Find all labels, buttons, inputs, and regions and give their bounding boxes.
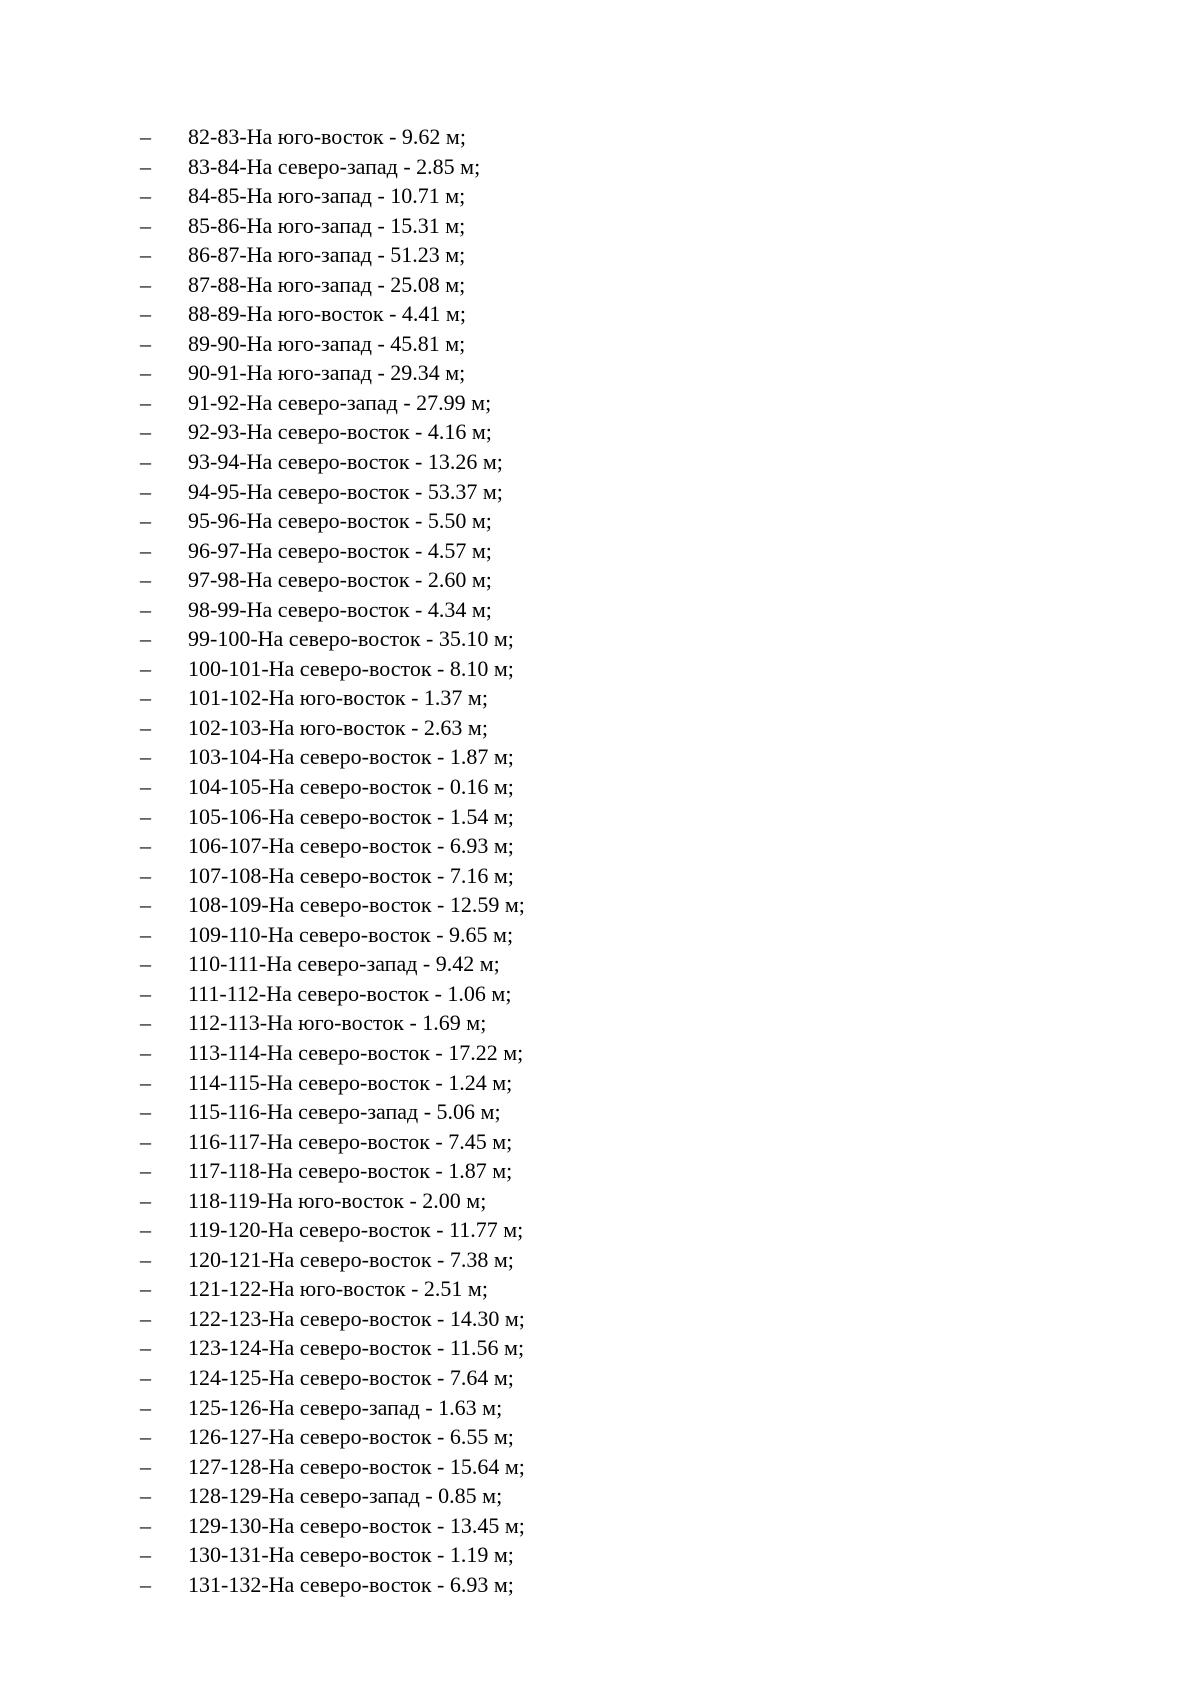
- bullet-dash: –: [140, 271, 151, 297]
- segment-text: 96-97-На северо-восток - 4.57 м;: [188, 537, 492, 563]
- bullet-dash: –: [140, 951, 151, 977]
- list-item: [140, 1452, 525, 1482]
- segment-text: 104-105-На северо-восток - 0.16 м;: [188, 774, 514, 800]
- bullet-dash: –: [140, 508, 151, 534]
- segment-text: 130-131-На северо-восток - 1.19 м;: [188, 1542, 514, 1568]
- list-item: [140, 802, 525, 832]
- list-item: [140, 624, 525, 654]
- segment-text: 122-123-На северо-восток - 14.30 м;: [188, 1305, 525, 1331]
- list-item: [140, 388, 525, 418]
- bullet-dash: –: [140, 921, 151, 947]
- list-item: [140, 595, 525, 625]
- segment-text: 127-128-На северо-восток - 15.64 м;: [188, 1453, 525, 1479]
- list-item: [140, 1097, 525, 1127]
- bullet-dash: –: [140, 1424, 151, 1450]
- bullet-dash: –: [140, 1246, 151, 1272]
- segment-text: 129-130-На северо-восток - 13.45 м;: [188, 1512, 525, 1538]
- bullet-dash: –: [140, 330, 151, 356]
- list-item: [140, 1393, 525, 1423]
- list-item: [140, 477, 525, 507]
- bullet-dash: –: [140, 833, 151, 859]
- bullet-dash: –: [140, 1542, 151, 1568]
- segment-text: 86-87-На юго-запад - 51.23 м;: [188, 242, 466, 268]
- segment-text: 118-119-На юго-восток - 2.00 м;: [188, 1187, 487, 1213]
- bullet-dash: –: [140, 1039, 151, 1065]
- bullet-dash: –: [140, 389, 151, 415]
- segment-text: 100-101-На северо-восток - 8.10 м;: [188, 655, 514, 681]
- segment-text: 114-115-На северо-восток - 1.24 м;: [188, 1069, 513, 1095]
- segment-text: 92-93-На северо-восток - 4.16 м;: [188, 419, 492, 445]
- bullet-dash: –: [140, 478, 151, 504]
- bullet-dash: –: [140, 1128, 151, 1154]
- list-item: [140, 713, 525, 743]
- segment-text: 125-126-На северо-запад - 1.63 м;: [188, 1394, 503, 1420]
- bullet-dash: –: [140, 242, 151, 268]
- list-item: [140, 152, 525, 182]
- segment-text: 89-90-На юго-запад - 45.81 м;: [188, 330, 466, 356]
- list-item: [140, 1068, 525, 1098]
- bullet-dash: –: [140, 980, 151, 1006]
- bullet-dash: –: [140, 449, 151, 475]
- segment-text: 106-107-На северо-восток - 6.93 м;: [188, 833, 514, 859]
- list-item: [140, 1186, 525, 1216]
- bullet-dash: –: [140, 655, 151, 681]
- list-item: [140, 979, 525, 1009]
- list-item: [140, 1038, 525, 1068]
- segment-text: 109-110-На северо-восток - 9.65 м;: [188, 921, 514, 947]
- list-item: [140, 122, 525, 152]
- bullet-dash: –: [140, 626, 151, 652]
- list-item: [140, 1245, 525, 1275]
- bullet-dash: –: [140, 360, 151, 386]
- segment-text: 108-109-На северо-восток - 12.59 м;: [188, 892, 525, 918]
- list-item: [140, 536, 525, 566]
- bullet-dash: –: [140, 714, 151, 740]
- segment-text: 131-132-На северо-восток - 6.93 м;: [188, 1571, 514, 1597]
- list-item: [140, 742, 525, 772]
- list-item: [140, 949, 525, 979]
- bullet-dash: –: [140, 1158, 151, 1184]
- bullet-dash: –: [140, 1571, 151, 1597]
- segment-text: 111-112-На северо-восток - 1.06 м;: [188, 980, 512, 1006]
- bullet-dash: –: [140, 124, 151, 149]
- segment-text: 93-94-На северо-восток - 13.26 м;: [188, 449, 503, 475]
- segment-text: 115-116-На северо-запад - 5.06 м;: [188, 1099, 501, 1125]
- segment-text: 102-103-На юго-восток - 2.63 м;: [188, 714, 488, 740]
- list-item: [140, 565, 525, 595]
- list-item: [140, 240, 525, 270]
- list-item: [140, 890, 525, 920]
- bullet-dash: –: [140, 1217, 151, 1243]
- bullet-dash: –: [140, 537, 151, 563]
- list-item: [140, 920, 525, 950]
- list-item: [140, 417, 525, 447]
- bullet-dash: –: [140, 1010, 151, 1036]
- bullet-dash: –: [140, 1187, 151, 1213]
- list-item: [140, 1156, 525, 1186]
- bullet-dash: –: [140, 1276, 151, 1302]
- bullet-dash: –: [140, 774, 151, 800]
- list-item: [140, 1481, 525, 1511]
- list-item: [140, 1274, 525, 1304]
- list-item: [140, 270, 525, 300]
- bullet-dash: –: [140, 301, 151, 327]
- segment-text: 113-114-На северо-восток - 17.22 м;: [188, 1039, 524, 1065]
- segment-text: 97-98-На северо-восток - 2.60 м;: [188, 567, 492, 593]
- segment-text: 123-124-На северо-восток - 11.56 м;: [188, 1335, 525, 1361]
- segment-text: 83-84-На северо-запад - 2.85 м;: [188, 153, 481, 179]
- segment-text: 128-129-На северо-запад - 0.85 м;: [188, 1483, 503, 1509]
- list-item: [140, 1511, 525, 1541]
- bullet-dash: –: [140, 212, 151, 238]
- segment-text: 121-122-На юго-восток - 2.51 м;: [188, 1276, 488, 1302]
- boundary-segment-list: [140, 122, 525, 1599]
- bullet-dash: –: [140, 892, 151, 918]
- segment-text: 126-127-На северо-восток - 6.55 м;: [188, 1424, 514, 1450]
- segment-text: 84-85-На юго-запад - 10.71 м;: [188, 183, 466, 209]
- bullet-dash: –: [140, 567, 151, 593]
- segment-text: 124-125-На северо-восток - 7.64 м;: [188, 1364, 514, 1390]
- list-item: [140, 1008, 525, 1038]
- segment-text: 90-91-На юго-запад - 29.34 м;: [188, 360, 466, 386]
- list-item: [140, 299, 525, 329]
- segment-text: 117-118-На северо-восток - 1.87 м;: [188, 1158, 513, 1184]
- bullet-dash: –: [140, 153, 151, 179]
- segment-text: 101-102-На юго-восток - 1.37 м;: [188, 685, 488, 711]
- bullet-dash: –: [140, 1483, 151, 1509]
- list-item: [140, 1304, 525, 1334]
- segment-text: 99-100-На северо-восток - 35.10 м;: [188, 626, 514, 652]
- bullet-dash: –: [140, 183, 151, 209]
- bullet-dash: –: [140, 596, 151, 622]
- list-item: [140, 181, 525, 211]
- bullet-dash: –: [140, 1335, 151, 1361]
- list-item: [140, 831, 525, 861]
- bullet-dash: –: [140, 1453, 151, 1479]
- segment-text: 116-117-На северо-восток - 7.45 м;: [188, 1128, 513, 1154]
- segment-text: 87-88-На юго-запад - 25.08 м;: [188, 271, 466, 297]
- segment-text: 110-111-На северо-запад - 9.42 м;: [188, 951, 500, 977]
- list-item: [140, 861, 525, 891]
- segment-text: 107-108-На северо-восток - 7.16 м;: [188, 862, 514, 888]
- segment-text: 94-95-На северо-восток - 53.37 м;: [188, 478, 503, 504]
- bullet-dash: –: [140, 419, 151, 445]
- list-item: [140, 1215, 525, 1245]
- bullet-dash: –: [140, 1364, 151, 1390]
- bullet-dash: –: [140, 1069, 151, 1095]
- segment-text: 85-86-На юго-запад - 15.31 м;: [188, 212, 466, 238]
- bullet-dash: –: [140, 1305, 151, 1331]
- segment-text: 120-121-На северо-восток - 7.38 м;: [188, 1246, 514, 1272]
- list-item: [140, 1422, 525, 1452]
- list-item: [140, 1540, 525, 1570]
- list-item: [140, 1570, 525, 1600]
- bullet-dash: –: [140, 1512, 151, 1538]
- segment-text: 91-92-На северо-запад - 27.99 м;: [188, 389, 492, 415]
- bullet-dash: –: [140, 744, 151, 770]
- segment-text: 82-83-На юго-восток - 9.62 м;: [188, 124, 466, 149]
- segment-text: 88-89-На юго-восток - 4.41 м;: [188, 301, 466, 327]
- list-item: [140, 1363, 525, 1393]
- list-item: [140, 358, 525, 388]
- list-item: [140, 1333, 525, 1363]
- list-item: [140, 447, 525, 477]
- list-item: [140, 506, 525, 536]
- segment-text: 95-96-На северо-восток - 5.50 м;: [188, 508, 492, 534]
- list-item: [140, 329, 525, 359]
- list-item: [140, 1127, 525, 1157]
- segment-text: 112-113-На юго-восток - 1.69 м;: [188, 1010, 487, 1036]
- bullet-dash: –: [140, 1394, 151, 1420]
- list-item: [140, 211, 525, 241]
- segment-text: 105-106-На северо-восток - 1.54 м;: [188, 803, 514, 829]
- segment-text: 119-120-На северо-восток - 11.77 м;: [188, 1217, 524, 1243]
- bullet-dash: –: [140, 803, 151, 829]
- list-item: [140, 654, 525, 684]
- list-item: [140, 772, 525, 802]
- bullet-dash: –: [140, 1099, 151, 1125]
- segment-text: 103-104-На северо-восток - 1.87 м;: [188, 744, 514, 770]
- bullet-dash: –: [140, 685, 151, 711]
- bullet-dash: –: [140, 862, 151, 888]
- list-item: [140, 683, 525, 713]
- segment-text: 98-99-На северо-восток - 4.34 м;: [188, 596, 492, 622]
